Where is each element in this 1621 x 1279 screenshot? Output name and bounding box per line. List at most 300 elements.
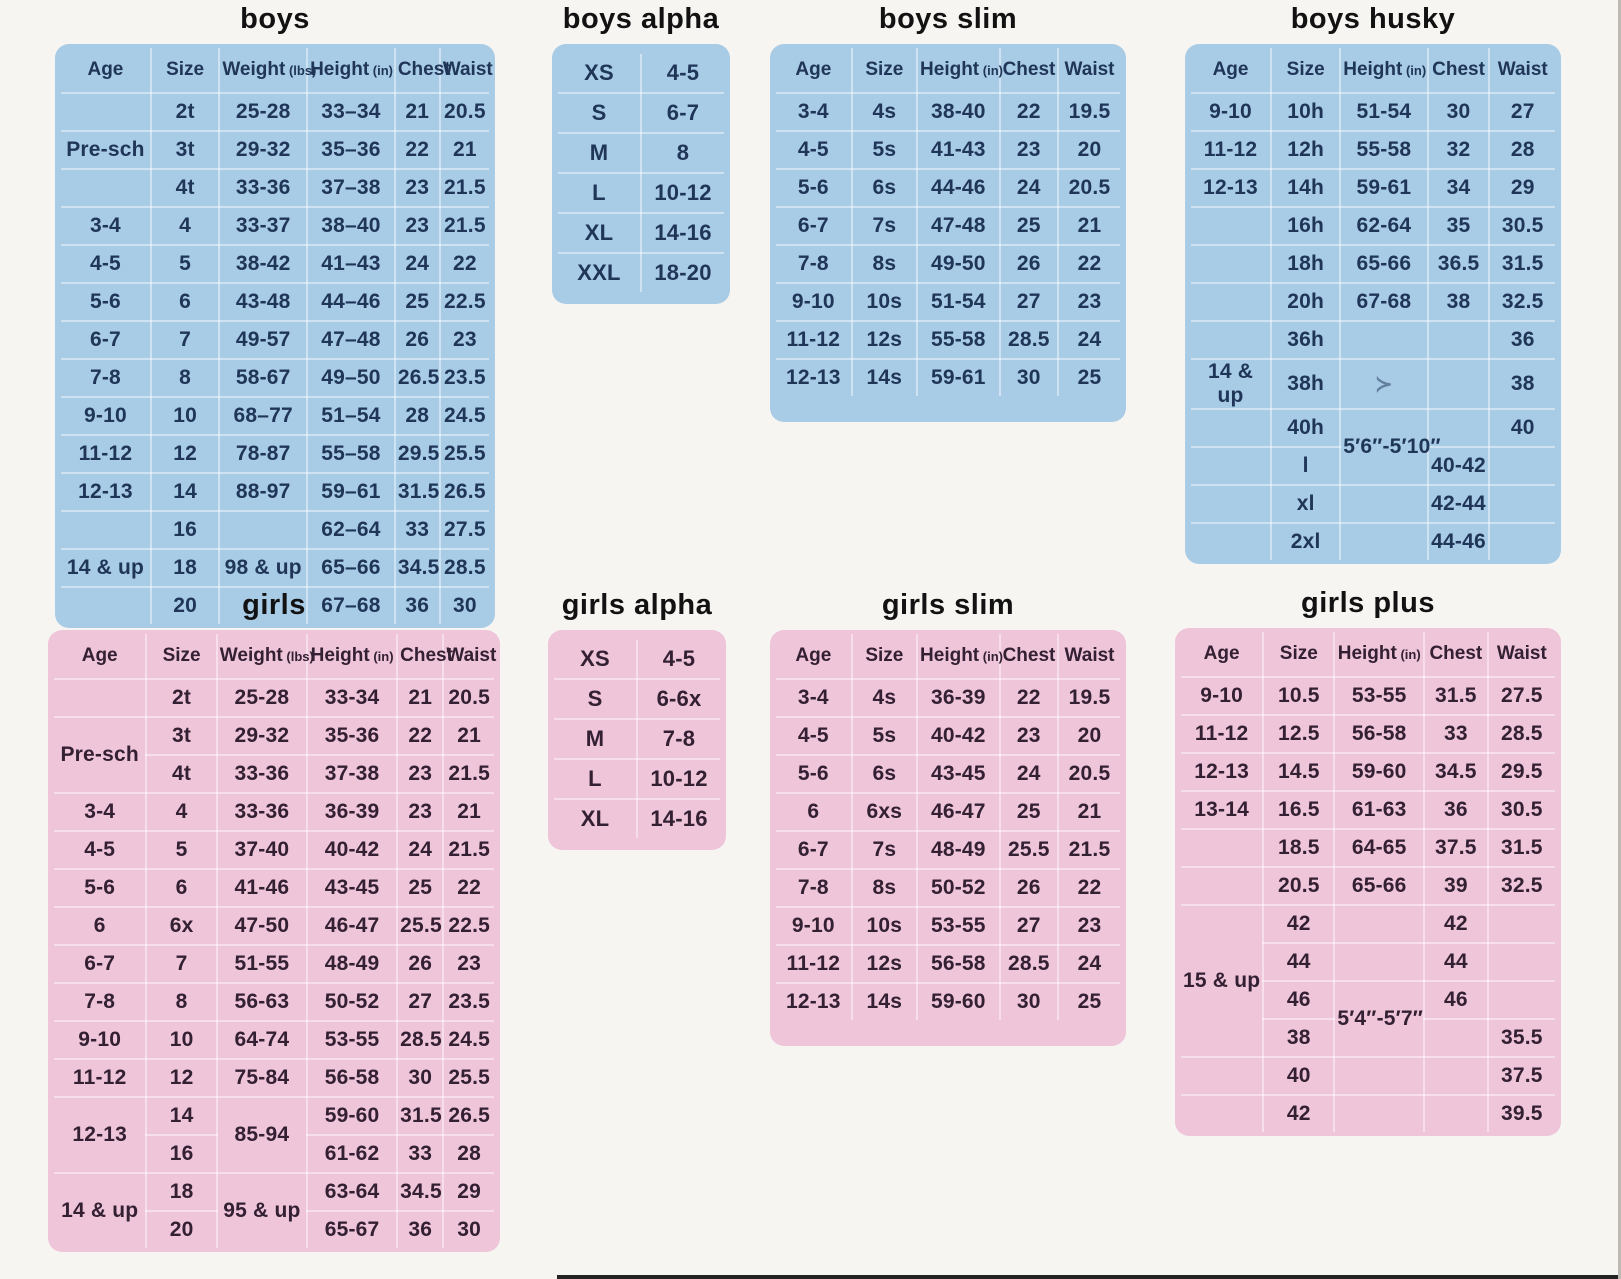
table-cell: 23 — [397, 793, 443, 831]
table-cell: 6-7 — [641, 93, 724, 133]
table-cell: 50-52 — [307, 983, 397, 1021]
table-cell: S — [558, 93, 641, 133]
table-cell: 23 — [1000, 717, 1058, 755]
table-cell: 47-48 — [917, 207, 1000, 245]
column-header: Age — [1191, 48, 1271, 93]
table-cell — [1191, 523, 1271, 560]
table-cell — [61, 169, 151, 207]
boys-slim-chart — [770, 4, 1126, 422]
table-cell: 14s — [852, 983, 917, 1020]
table-cell: 55–58 — [307, 435, 395, 473]
table-cell: 30 — [443, 1211, 494, 1248]
table-cell: 9-10 — [776, 283, 852, 321]
table-cell: 35-36 — [307, 717, 397, 755]
table-cell: 12 — [146, 1059, 216, 1097]
column-header: Height (in) — [307, 48, 395, 93]
table-cell: 10 — [151, 397, 219, 435]
table-cell: 8 — [641, 133, 724, 173]
girls-slim-title: girls slim — [881, 589, 1015, 621]
table-cell: 30 — [440, 587, 489, 624]
table-cell: 23 — [397, 755, 443, 793]
table-cell: 30.5 — [1488, 791, 1555, 829]
table-cell: 29.5 — [395, 435, 440, 473]
table-cell: M — [558, 133, 641, 173]
column-header: Chest — [1000, 634, 1058, 679]
table-cell: 16.5 — [1263, 791, 1334, 829]
table-cell: 3-4 — [54, 793, 146, 831]
table-cell — [1181, 1095, 1263, 1132]
table-cell: 23 — [1058, 907, 1120, 945]
girls-slim-chart — [770, 590, 1126, 1046]
table-cell — [1191, 447, 1271, 485]
table-cell: 8s — [852, 869, 917, 907]
table-cell: 27 — [1000, 907, 1058, 945]
table-cell: 46 — [1263, 981, 1334, 1019]
table-cell: 2t — [151, 93, 219, 131]
table-cell: xl — [1271, 485, 1340, 523]
table-cell — [1181, 829, 1263, 867]
table-cell: 25 — [397, 869, 443, 907]
table-cell: 12-13 — [1181, 753, 1263, 791]
table-cell: 29 — [1489, 169, 1555, 207]
table-cell: 56-58 — [1334, 715, 1424, 753]
table-cell: 47-50 — [217, 907, 307, 945]
table-cell: 11-12 — [776, 945, 852, 983]
boys-slim-title: boys slim — [878, 3, 1018, 35]
girls-title: girls — [242, 589, 306, 621]
table-cell: 20.5 — [1058, 755, 1120, 793]
table-cell: 33-36 — [217, 755, 307, 793]
table-cell: 35–36 — [307, 131, 395, 169]
table-cell — [1191, 207, 1271, 245]
table-cell: 14s — [852, 359, 917, 396]
table-cell: 65-67 — [307, 1211, 397, 1248]
boys-title: boys — [240, 3, 310, 35]
girls-alpha-table — [548, 630, 726, 850]
table-cell: 65-66 — [1340, 245, 1427, 283]
table-cell: 51-55 — [217, 945, 307, 983]
table-cell: 21.5 — [440, 207, 489, 245]
table-cell: 22 — [395, 131, 440, 169]
table-cell: 31.5 — [395, 473, 440, 511]
table-cell: 25 — [1000, 793, 1058, 831]
table-cell: 50-52 — [917, 869, 1000, 907]
table-cell: 14.5 — [1263, 753, 1334, 791]
table-cell — [1334, 943, 1424, 981]
table-cell: 58-67 — [219, 359, 307, 397]
table-cell: 31.5 — [1424, 677, 1488, 715]
table-cell: 22 — [443, 869, 494, 907]
table-cell: 14 & up — [61, 549, 151, 587]
table-cell: 38–40 — [307, 207, 395, 245]
table-cell: 42-44 — [1428, 485, 1490, 523]
table-cell: 22.5 — [440, 283, 489, 321]
table-cell: 14 & up — [1191, 359, 1271, 409]
table-cell: 12-13 — [776, 359, 852, 396]
table-cell: 5 — [151, 245, 219, 283]
table-cell: 19.5 — [1058, 93, 1120, 131]
table-cell: l — [1271, 447, 1340, 485]
table-cell — [1191, 283, 1271, 321]
boys-chart — [55, 4, 495, 628]
table-cell: 37–38 — [307, 169, 395, 207]
table-cell: 4-5 — [776, 717, 852, 755]
table-cell: 34.5 — [395, 549, 440, 587]
table-cell: 28.5 — [1000, 321, 1058, 359]
table-cell: 7s — [852, 831, 917, 869]
table-cell: 7-8 — [61, 359, 151, 397]
height-range-note: 5′4″-5′7″ — [1334, 981, 1424, 1057]
table-cell: 9-10 — [1181, 677, 1263, 715]
table-cell: 33-36 — [219, 169, 307, 207]
table-cell: 8s — [852, 245, 917, 283]
table-cell: 5-6 — [54, 869, 146, 907]
table-cell: 23.5 — [440, 359, 489, 397]
table-cell: 25.5 — [1000, 831, 1058, 869]
column-header: Age — [776, 48, 852, 93]
height-range-note: 5′6″-5′10″ — [1340, 409, 1427, 485]
table-cell — [1428, 359, 1490, 409]
table-cell: 14-16 — [641, 213, 724, 253]
table-cell — [1488, 943, 1555, 981]
table-cell: 26.5 — [440, 473, 489, 511]
girls-chart — [48, 590, 500, 1252]
table-cell: 4 — [151, 207, 219, 245]
table-cell: 27.5 — [440, 511, 489, 549]
table-cell: 75-84 — [217, 1059, 307, 1097]
column-header: Waist — [1058, 634, 1120, 679]
table-cell: 20.5 — [1263, 867, 1334, 905]
table-cell: 88-97 — [219, 473, 307, 511]
table-cell — [1334, 1095, 1424, 1132]
table-cell: 20 — [1058, 131, 1120, 169]
table-cell: 56-58 — [307, 1059, 397, 1097]
table-cell: 46-47 — [307, 907, 397, 945]
column-header: Chest — [1428, 48, 1490, 93]
table-cell: 31.5 — [1488, 829, 1555, 867]
table-cell: 7 — [151, 321, 219, 359]
table-cell: 3t — [146, 717, 216, 755]
table-cell: 33 — [395, 511, 440, 549]
table-cell: 4-5 — [776, 131, 852, 169]
table-cell: 36.5 — [1428, 245, 1490, 283]
table-cell: 28.5 — [440, 549, 489, 587]
table-cell: 23.5 — [443, 983, 494, 1021]
table-cell: 51–54 — [307, 397, 395, 435]
table-cell: 5 — [146, 831, 216, 869]
table-cell: 27.5 — [1488, 677, 1555, 715]
table-cell: 26 — [1000, 869, 1058, 907]
table-cell: 5-6 — [61, 283, 151, 321]
table-cell: 5s — [852, 131, 917, 169]
column-header: Waist — [1489, 48, 1555, 93]
table-cell: 12s — [852, 945, 917, 983]
table-cell: S — [554, 679, 637, 719]
table-cell: 20 — [1058, 717, 1120, 755]
table-cell: 34.5 — [397, 1173, 443, 1211]
column-header: Chest — [1000, 48, 1058, 93]
table-cell: 44 — [1263, 943, 1334, 981]
table-cell: 36h — [1271, 321, 1340, 359]
table-cell: L — [554, 759, 637, 799]
table-cell: 5-6 — [776, 755, 852, 793]
table-cell: 34 — [1428, 169, 1490, 207]
boys-alpha-chart — [552, 4, 730, 304]
table-cell: 4t — [146, 755, 216, 793]
table-cell: 27 — [397, 983, 443, 1021]
table-cell: 3t — [151, 131, 219, 169]
table-cell: 6 — [146, 869, 216, 907]
table-cell: 42 — [1263, 1095, 1334, 1132]
table-cell: 11-12 — [61, 435, 151, 473]
table-cell: 21.5 — [443, 755, 494, 793]
table-cell: 35 — [1428, 207, 1490, 245]
column-header: Age — [776, 634, 852, 679]
table-cell: 51-54 — [917, 283, 1000, 321]
girls-plus-title: girls plus — [1301, 587, 1435, 619]
table-cell: 30 — [1428, 93, 1490, 131]
boys-alpha-table — [552, 44, 730, 304]
table-cell: 36 — [1424, 791, 1488, 829]
table-cell: 30.5 — [1489, 207, 1555, 245]
table-cell: 68–77 — [219, 397, 307, 435]
table-cell — [1424, 1057, 1488, 1095]
table-cell: 10s — [852, 907, 917, 945]
table-cell: 25.5 — [397, 907, 443, 945]
table-cell: 6-7 — [776, 831, 852, 869]
column-header: Size — [146, 634, 216, 679]
table-cell: 28 — [443, 1135, 494, 1173]
table-cell: 4s — [852, 93, 917, 131]
table-cell: 29.5 — [1488, 753, 1555, 791]
table-cell: 10-12 — [637, 759, 720, 799]
table-cell: 20.5 — [440, 93, 489, 131]
table-cell: 3-4 — [61, 207, 151, 245]
table-cell: 61-62 — [307, 1135, 397, 1173]
table-cell: 41-43 — [917, 131, 1000, 169]
table-cell: 23 — [395, 207, 440, 245]
table-cell: 23 — [1058, 283, 1120, 321]
table-cell: 85-94 — [217, 1097, 307, 1173]
table-cell: 62-64 — [1340, 207, 1427, 245]
scanner-edge-bottom — [557, 1275, 1621, 1279]
table-cell: 9-10 — [776, 907, 852, 945]
table-cell: 64-74 — [217, 1021, 307, 1059]
table-cell: 22 — [1000, 93, 1058, 131]
table-cell: 36-39 — [917, 679, 1000, 717]
table-cell: 23 — [395, 169, 440, 207]
column-header: Chest — [1424, 632, 1488, 677]
table-cell: 59-60 — [307, 1097, 397, 1135]
table-cell: 78-87 — [219, 435, 307, 473]
girls-plus-table — [1175, 628, 1561, 1136]
table-cell: 26.5 — [443, 1097, 494, 1135]
table-cell: 25 — [1058, 359, 1120, 396]
table-cell: 53-55 — [307, 1021, 397, 1059]
table-cell: 8 — [151, 359, 219, 397]
boys-husky-title: boys husky — [1290, 3, 1456, 35]
column-header: Height (in) — [307, 634, 397, 679]
table-cell: 24 — [397, 831, 443, 869]
table-cell: 14 — [151, 473, 219, 511]
table-cell: 38 — [1489, 359, 1555, 409]
table-cell: 33-36 — [217, 793, 307, 831]
table-cell: 44 — [1424, 943, 1488, 981]
table-cell: 12 — [151, 435, 219, 473]
table-cell: 59-60 — [917, 983, 1000, 1020]
table-cell: 44-46 — [917, 169, 1000, 207]
table-cell: 11-12 — [776, 321, 852, 359]
table-cell: 10-12 — [641, 173, 724, 213]
table-cell: 21.5 — [443, 831, 494, 869]
table-cell: 21 — [443, 793, 494, 831]
table-cell: 43-45 — [307, 869, 397, 907]
table-cell: 10.5 — [1263, 677, 1334, 715]
table-cell: 6-7 — [61, 321, 151, 359]
table-cell: 33-34 — [307, 679, 397, 717]
table-cell: 56-58 — [917, 945, 1000, 983]
table-cell: 26 — [395, 321, 440, 359]
boys-alpha-title: boys alpha — [562, 3, 720, 35]
table-cell: 6 — [151, 283, 219, 321]
table-cell: 7-8 — [54, 983, 146, 1021]
table-cell: 40 — [1489, 409, 1555, 447]
table-cell: 12-13 — [776, 983, 852, 1020]
girls-slim-table — [770, 630, 1126, 1046]
column-header: Waist — [1058, 48, 1120, 93]
table-cell: 21 — [440, 131, 489, 169]
table-cell: 11-12 — [1181, 715, 1263, 753]
table-cell: 4-5 — [641, 54, 724, 93]
table-cell: XL — [554, 799, 637, 838]
table-cell: 36 — [395, 587, 440, 624]
table-cell: 38h — [1271, 359, 1340, 409]
table-cell: 18 — [146, 1173, 216, 1211]
table-cell: 31.5 — [397, 1097, 443, 1135]
table-cell: 38 — [1263, 1019, 1334, 1057]
table-cell: 46-47 — [917, 793, 1000, 831]
table-cell: 6 — [54, 907, 146, 945]
table-cell: 56-63 — [217, 983, 307, 1021]
table-cell: 28.5 — [1488, 715, 1555, 753]
table-cell: 30 — [1000, 359, 1058, 396]
table-cell: 36 — [1489, 321, 1555, 359]
column-header: Weight (lbs) — [219, 48, 307, 93]
girls-alpha-title: girls alpha — [561, 589, 713, 621]
column-header: Chest — [397, 634, 443, 679]
table-cell: 25.5 — [443, 1059, 494, 1097]
table-cell: 39.5 — [1488, 1095, 1555, 1132]
table-cell — [1334, 905, 1424, 943]
table-cell: 40-42 — [1428, 447, 1490, 485]
table-cell: 25-28 — [217, 679, 307, 717]
table-cell: 8 — [146, 983, 216, 1021]
table-cell: 9-10 — [1191, 93, 1271, 131]
table-cell: 36 — [397, 1211, 443, 1248]
table-cell: 43-45 — [917, 755, 1000, 793]
table-cell — [1488, 981, 1555, 1019]
table-cell: 33-37 — [219, 207, 307, 245]
column-header: Height (in) — [917, 48, 1000, 93]
table-cell: 65–66 — [307, 549, 395, 587]
table-cell — [1191, 409, 1271, 447]
column-header: Chest — [395, 48, 440, 93]
table-cell: 22 — [1058, 245, 1120, 283]
column-header: Weight (lbs) — [217, 634, 307, 679]
table-cell: 6x — [146, 907, 216, 945]
table-cell: 55-58 — [917, 321, 1000, 359]
table-cell: 26 — [1000, 245, 1058, 283]
table-cell: 3-4 — [776, 93, 852, 131]
table-cell: 7s — [852, 207, 917, 245]
table-cell: 9-10 — [54, 1021, 146, 1059]
table-cell — [1424, 1019, 1488, 1057]
table-cell: 25 — [395, 283, 440, 321]
column-header: Size — [852, 634, 917, 679]
table-cell: 23 — [440, 321, 489, 359]
table-cell — [1340, 523, 1427, 560]
table-cell — [1489, 447, 1555, 485]
table-cell: 22 — [440, 245, 489, 283]
table-cell: 26 — [397, 945, 443, 983]
table-cell: 38-42 — [219, 245, 307, 283]
table-cell — [61, 93, 151, 131]
table-cell: 12-13 — [1191, 169, 1271, 207]
column-header: Height (in) — [1340, 48, 1427, 93]
table-cell: 30 — [1000, 983, 1058, 1020]
column-header: Waist — [440, 48, 489, 93]
boys-husky-table — [1185, 44, 1561, 564]
table-cell: 2t — [146, 679, 216, 717]
table-cell: 41-46 — [217, 869, 307, 907]
table-cell: 22 — [397, 717, 443, 755]
table-cell: 38-40 — [917, 93, 1000, 131]
table-cell: XXL — [558, 253, 641, 292]
table-cell: 25.5 — [440, 435, 489, 473]
table-cell: 18.5 — [1263, 829, 1334, 867]
girls-plus-chart — [1175, 588, 1561, 1136]
table-cell: 24 — [1058, 945, 1120, 983]
table-cell: 33 — [1424, 715, 1488, 753]
table-cell: 6s — [852, 755, 917, 793]
table-cell: 98 & up — [219, 549, 307, 587]
table-cell: 32.5 — [1489, 283, 1555, 321]
boys-slim-table — [770, 44, 1126, 422]
table-cell: 20.5 — [443, 679, 494, 717]
table-cell: 37-38 — [307, 755, 397, 793]
table-cell: 12-13 — [61, 473, 151, 511]
table-cell: XS — [558, 54, 641, 93]
table-cell: 34.5 — [1424, 753, 1488, 791]
table-cell: 4-5 — [54, 831, 146, 869]
table-cell: 67–68 — [307, 587, 395, 624]
table-cell: 26.5 — [395, 359, 440, 397]
table-cell: 27 — [1000, 283, 1058, 321]
column-header: Size — [1263, 632, 1334, 677]
table-cell — [1191, 321, 1271, 359]
column-header: Size — [852, 48, 917, 93]
table-cell: 37-40 — [217, 831, 307, 869]
table-cell: 22.5 — [443, 907, 494, 945]
table-cell: 59-61 — [917, 359, 1000, 396]
table-cell: 32.5 — [1488, 867, 1555, 905]
table-cell: 18h — [1271, 245, 1340, 283]
table-cell: 22 — [1058, 869, 1120, 907]
table-cell — [1489, 485, 1555, 523]
table-cell: 12.5 — [1263, 715, 1334, 753]
table-cell: 59-60 — [1334, 753, 1424, 791]
table-cell — [54, 679, 146, 717]
